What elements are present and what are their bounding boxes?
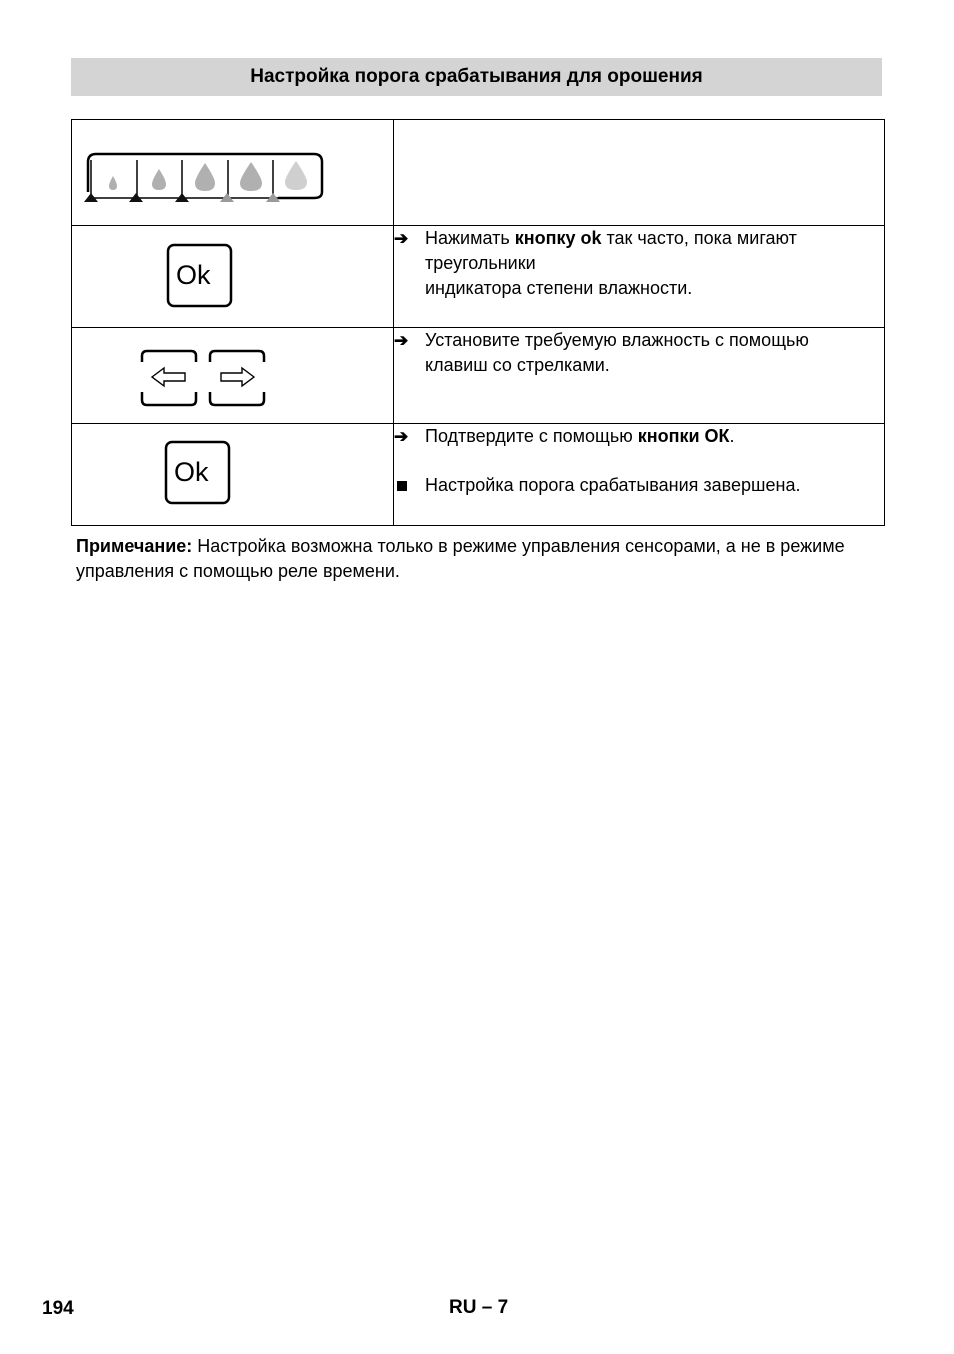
ok-key-icon xyxy=(166,243,236,311)
section-title: Настройка порога срабатывания для орошения xyxy=(250,66,703,87)
table-row xyxy=(72,120,885,226)
text-cell xyxy=(394,226,885,328)
ok-key-icon xyxy=(164,440,234,508)
arrow-bullet-icon: ➔ xyxy=(394,427,409,446)
result-line: Настройка порога срабатывания завершена. xyxy=(394,473,884,499)
instruction-line: клавиш со стрелками. xyxy=(425,355,610,375)
empty-text-cell xyxy=(394,120,885,226)
instruction-line: ➔ Установите требуемую влажность с помощью xyxy=(394,328,884,353)
table-row xyxy=(72,226,885,328)
instruction-line: ➔ Подтвердите с помощью кнопки ОК. xyxy=(394,424,884,449)
page-number: 194 xyxy=(42,1298,74,1319)
note-label: Примечание: xyxy=(76,536,193,556)
instruction-line: индикатора степени влажности. xyxy=(425,278,693,298)
section-title-bar xyxy=(71,58,882,96)
svg-text:Ok: Ok xyxy=(176,260,211,290)
note-text: Настройка возможна только в режиме управления сенсорами, а не в режиме управления с помощью реле времени. xyxy=(76,536,845,581)
text-cell xyxy=(394,424,885,526)
table-row xyxy=(72,328,885,424)
arrow-keys-icon xyxy=(140,348,270,410)
icon-cell xyxy=(72,120,394,226)
arrow-bullet-icon: ➔ xyxy=(394,229,409,248)
icon-cell xyxy=(72,328,394,424)
square-bullet-icon xyxy=(394,473,425,499)
section-page-label: RU – 7 xyxy=(449,1297,509,1318)
table-row xyxy=(72,424,885,526)
arrow-bullet-icon: ➔ xyxy=(394,331,409,350)
note-paragraph xyxy=(76,534,886,584)
icon-cell xyxy=(72,226,394,328)
text-cell xyxy=(394,328,885,424)
icon-cell xyxy=(72,424,394,526)
svg-text:Ok: Ok xyxy=(174,457,209,487)
instruction-line: ➔ Нажимать кнопку ok так часто, пока мигают xyxy=(394,226,884,251)
instruction-line: треугольники xyxy=(425,253,536,273)
instruction-table xyxy=(71,119,885,526)
